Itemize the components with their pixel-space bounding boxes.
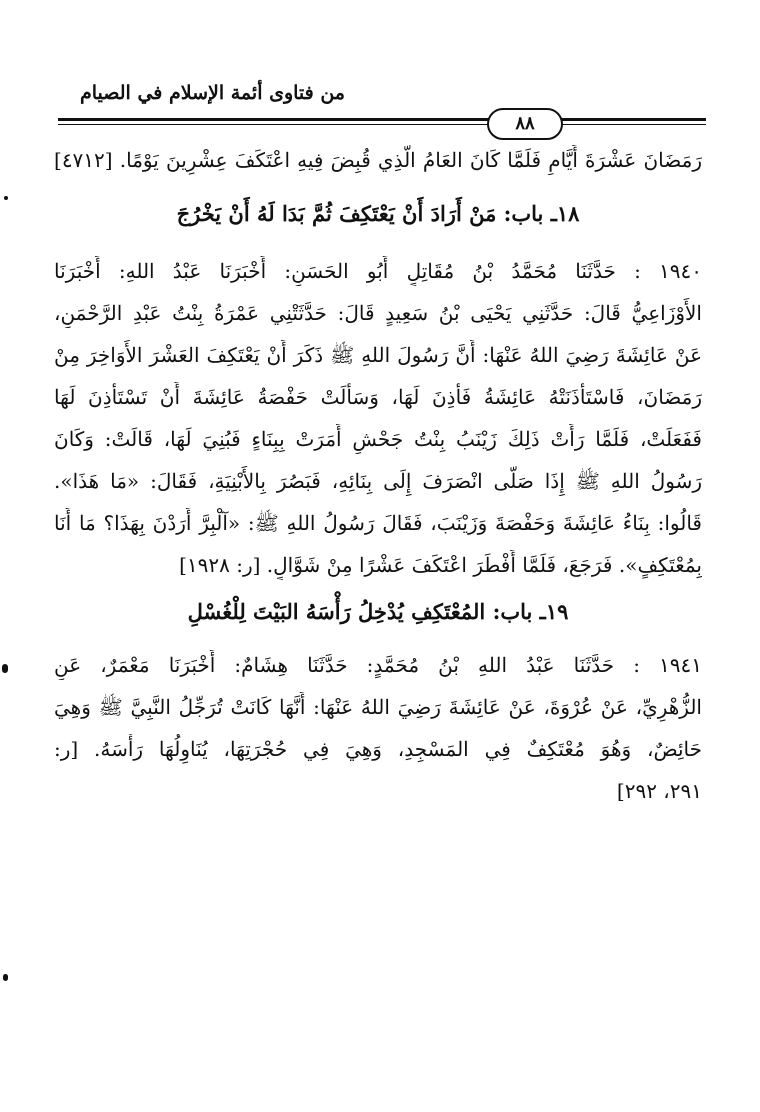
text-line: ١٩٤١ : حَدَّثَنَا عَبْدُ اللهِ بْنُ مُحَمَّدٍ: حَدَّثَنَا هِشَامٌ: أَخْبَرَنَا مَعْمَرٌ، عَنِ [54,653,702,677]
text-line: حَائِضٌ، وَهُوَ مُعْتَكِفٌ فِي المَسْجِدِ، وَهِيَ فِي حُجْرَتِهَا، يُنَاوِلُهَا رَأْسَهُ. [ر: [54,737,702,761]
header-rule-thick [58,118,706,121]
text-line: فَفَعَلَتْ، فَلَمَّا رَأَتْ ذَلِكَ زَيْنَبُ بِنْتُ جَحْشٍ أَمَرَتْ بِبِنَاءٍ فَبُنِيَ لَهَا، قَالَتْ: وَكَانَ [54,427,702,451]
page-number: ٨٨ [487,108,563,140]
text-line: ٢٩١، ٢٩٢] [616,779,702,803]
text-line: رَمَضَانَ عَشْرَةَ أَيَّامٍ فَلَمَّا كَانَ العَامُ الَّذِي قُبِضَ فِيهِ اعْتَكَفَ عِشْرِينَ يَوْمًا. [٤٧١٢] [54,148,702,172]
text-line: رَسُولُ اللهِ ﷺ إِذَا صَلَّى انْصَرَفَ إِلَى بِنَائِهِ، فَبَصُرَ بِالأَبْنِيَةِ، فَقَالَ: «مَا هَذَا». [54,469,702,493]
text-line: الأَوْزَاعِيُّ قَالَ: حَدَّثَنِي يَحْيَى بْنُ سَعِيدٍ قَالَ: حَدَّثَتْنِي عَمْرَةُ بِنْتُ عَبْدِ الرَّحْمَنِ، [54,301,702,325]
text-line: ١٩٤٠ : حَدَّثَنَا مُحَمَّدُ بْنُ مُقَاتِلٍ أَبُو الحَسَنِ: أَخْبَرَنَا عَبْدُ اللهِ: أَخْبَرَنَا [54,259,702,283]
chapter-heading: ١٨ـ باب: مَنْ أَرَادَ أَنْ يَعْتَكِفَ ثُمَّ بَدَا لَهُ أَنْ يَخْرُجَ [176,201,580,226]
header-rule-thin [58,124,706,125]
text-line: قَالُوا: بِنَاءُ عَائِشَةَ وَحَفْصَةَ وَزَيْنَبَ، فَقَالَ رَسُولُ اللهِ ﷺ: «آلْبِرَّ أَرَدْنَ بِهَذَا؟ مَا أَنَا [54,511,702,535]
scan-mark [2,664,8,673]
scan-mark [3,974,8,981]
text-line: عَنْ عَائِشَةَ رَضِيَ اللهُ عَنْهَا: أَنَّ رَسُولَ اللهِ ﷺ ذَكَرَ أَنْ يَعْتَكِفَ العَشْرَ الأَوَاخِرَ مِنْ [54,343,702,367]
text-line: رَمَضَانَ، فَاسْتَأْذَنَتْهُ عَائِشَةُ فَأَذِنَ لَهَا، وَسَأَلَتْ حَفْصَةُ عَائِشَةَ أَنْ تَسْتَأْذِنَ لَهَا [54,385,702,409]
text-line: الزُّهْرِيِّ، عَنْ عُرْوَةَ، عَنْ عَائِشَةَ رَضِيَ اللهُ عَنْهَا: أَنَّهَا كَانَتْ تُرَجِّلُ النَّبِيَّ ﷺ وَهِيَ [54,695,702,719]
running-header: من فتاوى أئمة الإسلام في الصيام [80,82,345,104]
text-line: بِمُعْتَكِفٍ». فَرَجَعَ، فَلَمَّا أَفْطَرَ اعْتَكَفَ عَشْرًا مِنْ شَوَّالٍ. [ر: ١٩٢٨] [179,553,702,577]
scan-mark [4,196,8,200]
chapter-heading: ١٩ـ باب: المُعْتَكِفِ يُدْخِلُ رَأْسَهُ البَيْتَ لِلْغُسْلِ [187,599,569,624]
